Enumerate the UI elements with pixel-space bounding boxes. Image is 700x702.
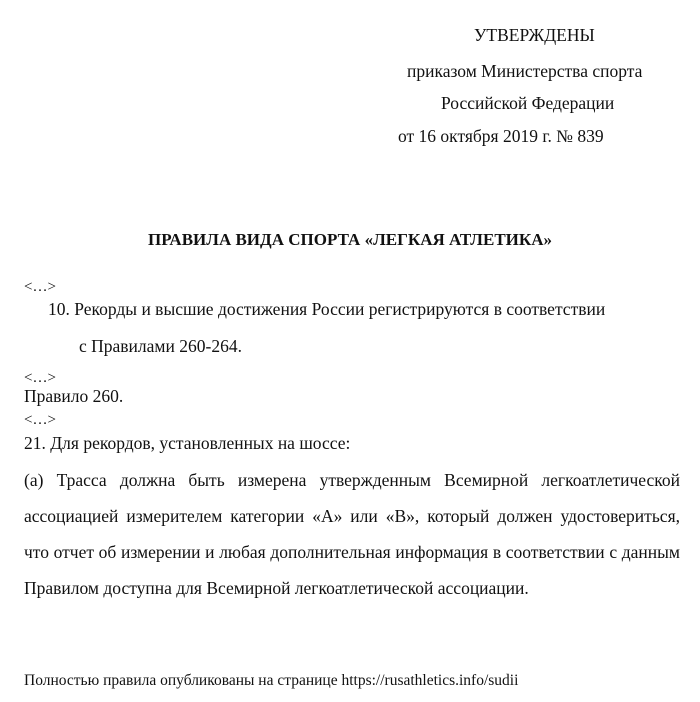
omission-mark: <…> bbox=[24, 412, 56, 428]
approved-by-order: приказом Министерства спорта bbox=[407, 61, 643, 81]
document-title: ПРАВИЛА ВИДА СПОРТА «ЛЕГКАЯ АТЛЕТИКА» bbox=[148, 230, 552, 249]
paragraph-21: 21. Для рекордов, установленных на шоссе: bbox=[24, 433, 351, 453]
approved-federation: Российской Федерации bbox=[441, 93, 615, 113]
paragraph-10-line-1: 10. Рекорды и высшие достижения России регистрируются в соответствии bbox=[48, 299, 606, 319]
subparagraph-a: (a) Трасса должна быть измерена утвержденным Всемирной легкоатлетической ассоциацией измерителем категории «A» или «B», который должен удостовериться, что отчет об измерении и любая дополнительная информация в соответствии с данным Правилом доступна для Всемирной легкоатлетической ассоциации. bbox=[24, 470, 680, 598]
source-footnote: Полностью правила опубликованы на странице https://rusathletics.info/sudii bbox=[24, 672, 519, 689]
rule-heading: Правило 260. bbox=[24, 386, 124, 406]
approved-date-number: от 16 октября 2019 г. № 839 bbox=[398, 126, 604, 146]
approved-heading: УТВЕРЖДЕНЫ bbox=[474, 25, 595, 45]
paragraph-10-line-2: с Правилами 260-264. bbox=[79, 336, 242, 356]
omission-mark: <…> bbox=[24, 370, 56, 386]
omission-mark: <…> bbox=[24, 279, 56, 295]
